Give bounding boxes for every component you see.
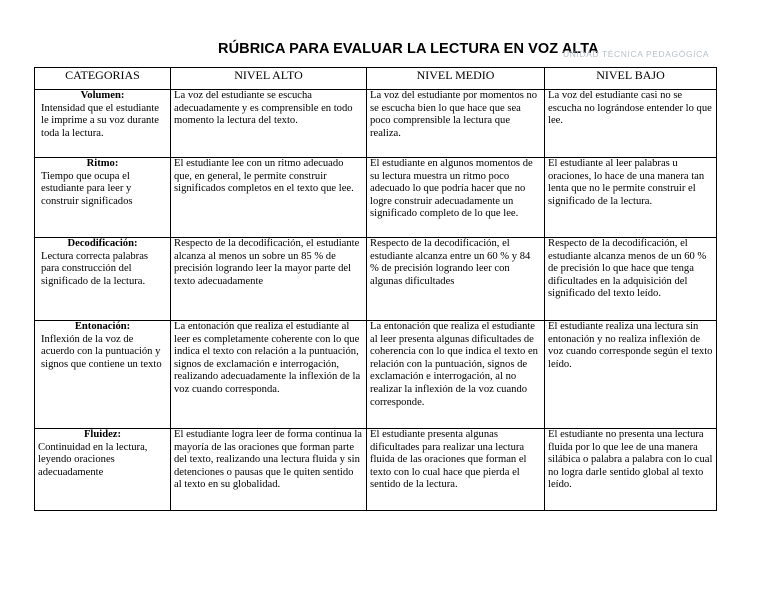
header-categorias: CATEGORIAS bbox=[35, 68, 171, 90]
category-description: Intensidad que el estudiante le imprime a su voz durante toda la lectura. bbox=[41, 102, 159, 139]
nivel-bajo-cell: El estudiante al leer palabras u oraciones, lo hace de una manera tan lenta que no le permite construir el significado de la lectura. bbox=[545, 158, 717, 238]
nivel-alto-cell: El estudiante lee con un ritmo adecuado que, en general, le permite construir significados completos en el texto que lee. bbox=[171, 158, 367, 238]
category-cell bbox=[35, 90, 171, 158]
table-row bbox=[35, 429, 717, 511]
category-name: Entonación: bbox=[74, 321, 131, 332]
category-name: Volumen: bbox=[80, 90, 125, 101]
header-nivel-alto: NIVEL ALTO bbox=[171, 68, 367, 90]
nivel-medio-cell: La voz del estudiante por momentos no se escucha bien lo que hace que sea poco comprensible la lectura que realiza. bbox=[367, 90, 545, 158]
category-description: Lectura correcta palabras para construcción del significado de la lectura. bbox=[41, 250, 149, 287]
category-description: Continuidad en la lectura, leyendo oraciones adecuadamente bbox=[38, 441, 148, 478]
nivel-bajo-cell: El estudiante realiza una lectura sin entonación y no realiza inflexión de voz cuando corresponde según el texto leído. bbox=[545, 321, 717, 429]
category-cell bbox=[35, 429, 171, 511]
nivel-bajo-cell: El estudiante no presenta una lectura fluida por lo que lee de una manera silábica o palabra a palabra con lo cual no logra darle sentido global al texto leído. bbox=[545, 429, 717, 511]
document-subtitle: UNIDAD TÉCNICA PEDAGÓGICA bbox=[563, 49, 710, 59]
category-cell bbox=[35, 158, 171, 238]
category-cell bbox=[35, 238, 171, 321]
table-row bbox=[35, 90, 717, 158]
category-description: Inflexión de la voz de acuerdo con la puntuación y signos que contiene un texto bbox=[41, 333, 162, 370]
table-row bbox=[35, 158, 717, 238]
nivel-medio-cell: La entonación que realiza el estudiante al leer presenta algunas dificultades de coherencia con lo que indica el texto en relación con la puntuación, signos de exclamación e interrogación, al no realizar la inflexión de la voz cuando corresponde. bbox=[367, 321, 545, 429]
nivel-medio-cell: El estudiante presenta algunas dificultades para realizar una lectura fluida de las oraciones que forman el texto con lo cual hace que pierda el sentido de la lectura. bbox=[367, 429, 545, 511]
document-title: RÚBRICA PARA EVALUAR LA LECTURA EN VOZ ALTA bbox=[218, 41, 599, 57]
nivel-alto-cell: La voz del estudiante se escucha adecuadamente y es comprensible en todo momento la lectura del texto. bbox=[171, 90, 367, 158]
header-nivel-bajo: NIVEL BAJO bbox=[545, 68, 717, 90]
nivel-medio-cell: El estudiante en algunos momentos de su lectura muestra un ritmo poco adecuado lo que podría hacer que no logre construir adecuadamente un significado completo de lo que lee. bbox=[367, 158, 545, 238]
nivel-alto-cell: El estudiante logra leer de forma continua la mayoría de las oraciones que forman parte del texto, realizando una lectura fluida y sin detenciones o pausas que le quiten sentido al texto en su globalidad. bbox=[171, 429, 367, 511]
table-row bbox=[35, 238, 717, 321]
category-name: Ritmo: bbox=[86, 158, 119, 169]
category-name: Fluidez: bbox=[83, 429, 122, 440]
header-row bbox=[35, 68, 717, 90]
nivel-alto-cell: Respecto de la decodificación, el estudiante alcanza al menos un sobre un 85 % de precisión logrando leer la mayor parte del texto adecuadamente bbox=[171, 238, 367, 321]
nivel-bajo-cell: Respecto de la decodificación, el estudiante alcanza menos de un 60 % de precisión lo que hace que tenga dificultades en la adquisición del significado del texto leído. bbox=[545, 238, 717, 321]
rubric-table bbox=[34, 67, 717, 511]
category-description: Tiempo que ocupa el estudiante para leer y construir significados bbox=[41, 170, 133, 207]
nivel-bajo-cell: La voz del estudiante casi no se escucha no lográndose entender lo que lee. bbox=[545, 90, 717, 158]
category-name: Decodificación: bbox=[67, 238, 138, 249]
category-cell bbox=[35, 321, 171, 429]
table-row bbox=[35, 321, 717, 429]
nivel-medio-cell: Respecto de la decodificación, el estudiante alcanza entre un 60 % y 84 % de precisión logrando leer con algunas dificultades bbox=[367, 238, 545, 321]
header-nivel-medio: NIVEL MEDIO bbox=[367, 68, 545, 90]
nivel-alto-cell: La entonación que realiza el estudiante al leer es completamente coherente con lo que indica el texto con relación a la puntuación, signos de exclamación e interrogación, realizando adecuadamente la inflexión de la voz cuando corresponda. bbox=[171, 321, 367, 429]
